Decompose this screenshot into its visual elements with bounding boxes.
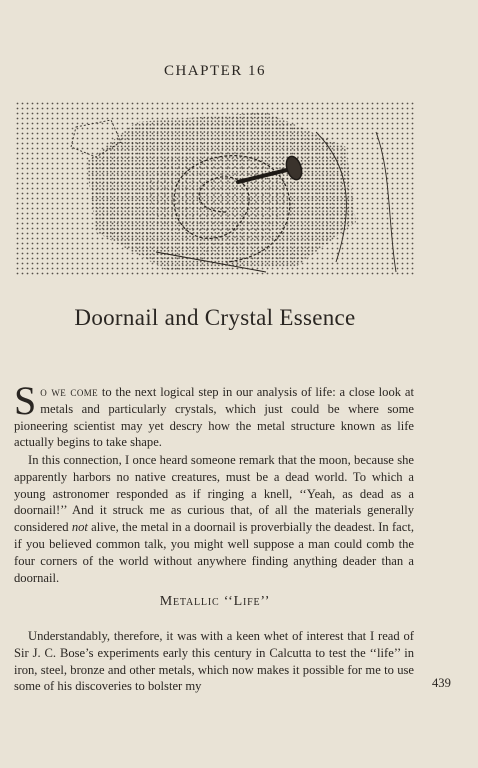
section-heading: Metallic ‘‘Life’’ (159, 594, 271, 609)
paragraph-1 (14, 378, 414, 451)
chapter-title: Doornail and Crystal Essence (74, 305, 356, 330)
paragraph-2-text-a: In this connection, I once heard someone remark that the moon, because she apparently harbors no native creatures, must be a dead world. To which a young astronomer responded as if ringing a knell, ‘‘Yeah, as dead as a doornail!’’ And it struck me as curious that, of all the materials generally considered (14, 453, 414, 535)
page-number: 439 (432, 676, 451, 690)
drop-cap: S (14, 378, 37, 423)
paragraph-3: Understandably, therefore, it was with a keen whet of interest that I read of Sir J. C. Bose’s experiments early this century in Calcutta to test the ‘‘life’’ in iron, steel, bronze and other metals, which now makes it possible for me to use some of his discoveries to bolster my (14, 629, 414, 694)
paragraph-1-text: to the next logical step in our analysis of life: a close look at metals and particularly crystals, which just could be where some pioneering scientist may yet descry how the metal structure known as life actually begins to take shape. (14, 385, 414, 450)
chapter-label: CHAPTER 16 (163, 63, 267, 79)
paragraph-2-text-b: alive, the metal in a doornail is proverbially the deadest. In fact, if you believed common talk, you might well suppose a man could comb the four corners of the world without anywhere finding anything deader than a doornail. (14, 520, 415, 585)
nail-in-stippled-spiral-icon (16, 102, 414, 277)
paragraph-2 (14, 452, 414, 586)
opening-small-caps: o we come (40, 385, 99, 399)
paragraph-2-emphasis: not (71, 520, 88, 535)
